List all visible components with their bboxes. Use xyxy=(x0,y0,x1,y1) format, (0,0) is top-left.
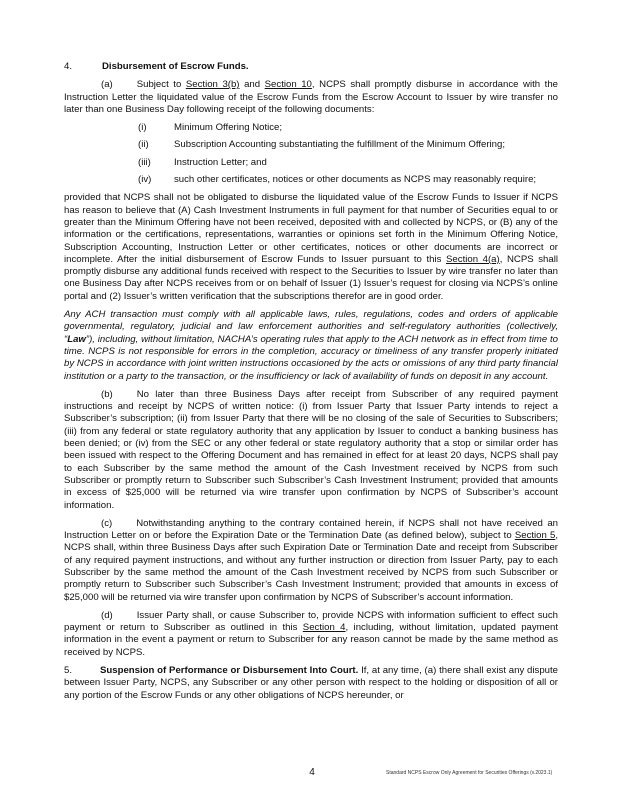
list-item-text: such other certificates, notices or other documents as NCPS may reasonably require; xyxy=(174,174,537,186)
document-page xyxy=(64,61,558,708)
law-defined-term: Law xyxy=(67,333,86,345)
section-5-number: 5. xyxy=(64,665,73,677)
list-item-numeral: (ii) xyxy=(138,139,149,151)
paragraph-4c-text-1: Notwithstanding anything to the contrary contained herein, if NCPS shall not have received an Instruction Letter on or before the Expiration Date or the Termination Date (as defined below), subject to xyxy=(64,517,558,542)
ach-paragraph xyxy=(64,309,558,383)
list-item-text: Subscription Accounting substantiating the fulfillment of the Minimum Offering; xyxy=(174,139,505,151)
paragraph-4a-text-1: Subject to xyxy=(136,79,186,91)
paragraph-4c-label: (c) xyxy=(101,517,113,529)
section-4a-reference: Section 4(a) xyxy=(446,253,500,265)
paragraph-4a-label: (a) xyxy=(101,79,113,91)
section-4-heading xyxy=(64,61,558,73)
paragraph-4a-text-2: and xyxy=(239,79,265,91)
required-documents-list xyxy=(64,122,558,186)
list-item-text: Instruction Letter; and xyxy=(174,156,267,168)
paragraph-4d-text-2: , including, without limitation, updated payment information in the event a payment or return to Subscriber for any reason cannot be made by the same method as received by NCPS. xyxy=(64,622,558,658)
paragraph-4b-label: (b) xyxy=(101,388,113,400)
section-5-paragraph xyxy=(64,665,558,702)
paragraph-4a xyxy=(64,79,558,116)
section-10-reference: Section 10 xyxy=(264,79,312,91)
proviso-text-2: , NCPS shall promptly disburse any additional funds received with respect to the Securities to Issuer by wire transfer no later than one Business Day after NCPS receives from or on behalf of Issuer (1) Issuer’s request for closing via NCPS’s online portal and (2) Issuer’s written verification that the subscriptions therefor are in good order. xyxy=(64,253,558,302)
list-item xyxy=(64,174,558,186)
section-4-title: Disbursement of Escrow Funds. xyxy=(102,61,249,72)
list-item xyxy=(64,157,558,169)
list-item-text: Minimum Offering Notice; xyxy=(174,122,283,134)
paragraph-4d-text-1: Issuer Party shall, or cause Subscriber to, provide NCPS with information sufficient to effect such payment or return to Subscriber as outlined in this xyxy=(64,609,558,634)
paragraph-4c xyxy=(64,518,558,604)
page-number: 4 xyxy=(309,767,315,778)
list-item-numeral: (iii) xyxy=(138,156,151,168)
section-5-reference: Section 5 xyxy=(514,530,556,542)
proviso-text-1: provided that NCPS shall not be obligated to disburse the liquidated value of the Escrow Funds to Issuer if NCPS has reason to believe that (A) Cash Investment Instruments in full payment for that number of Securities equal to or greater than the Minimum Offering have not been received, deposited with and collected by NCPS, or (B) any of the information or the certifications, representations, warranties or opinions set forth in the Minimum Offering Notice, Subscription Accounting, Instruction Letter or other certificates, notices or other documents are incorrect or incomplete. After the initial disbursement of Escrow Funds to Issuer pursuant to this xyxy=(64,192,558,265)
paragraph-4b-text: No later than three Business Days after receipt from Subscriber of any required payment instructions and receipt by NCPS of written notice: (i) from Issuer Party that Issuer Party intends to reject a Subscriber’s subscription; (ii) from Issuer Party that there will be no closing of the sale of Securities to Subscribers; (iii) from any federal or state regulatory authority that any application by Issuer to conduct a banking business has been denied; or (iv) from the SEC or any other federal or state regulatory authority that a stop or similar order has been issued with respect to the Offering Document and has remained in effect for at least 20 days, NCPS shall pay to each Subscriber by the same method the amount of the Cash Investment received by NCPS from such Subscriber or promptly return to Subscriber such Subscriber’s Cash Investment Instrument; provided that amounts in excess of $25,000 will be returned via wire transfer upon confirmation by NCPS of Subscriber’s account information. xyxy=(64,388,558,511)
list-item-numeral: (i) xyxy=(138,122,147,134)
paragraph-4d-label: (d) xyxy=(101,609,113,621)
paragraph-4a-text-3: , NCPS shall promptly disburse in accordance with the Instruction Letter the liquidated value of the Escrow Funds from the Escrow Account to Issuer by wire transfer no later than one Business Day following receipt of the following documents: xyxy=(64,79,558,115)
list-item xyxy=(64,139,558,151)
proviso-paragraph xyxy=(64,192,558,303)
paragraph-4d xyxy=(64,610,558,659)
paragraph-4c-text-2: , NCPS shall, within three Business Days after such Expiration Date or Termination Date and receipt from Subscriber of any required payment instructions, and without any further instruction or direction from Issuer Party, pay to each Subscriber by the same method the amount of the Cash Investment received by NCPS from such Subscriber or promptly return to Subscriber such Subscriber’s Cash Investment Instrument; provided that amounts in excess of $25,000 will be returned via wire transfer upon confirmation by NCPS of Subscriber’s account information. xyxy=(64,530,558,603)
section-5-text: If, at any time, (a) there shall exist any dispute between Issuer Party, NCPS, any Subscriber or any other person with respect to the holding or disposition of all or any portion of the Escrow Funds or any other obligations of NCPS hereunder, or xyxy=(64,665,558,701)
list-item xyxy=(64,122,558,134)
section-5-title: Suspension of Performance or Disbursement Into Court. xyxy=(100,665,359,677)
ach-text-2: ”), including, without limitation, NACHA’s operating rules that apply to the ACH network as in effect from time to time. NCPS is not responsible for errors in the completion, accuracy or timeliness of any transfer properly initiated by NCPS in accordance with joint written instructions occasioned by the acts or omissions of any third party financial institution or a party to the transaction, or the insufficiency or lack of availability of funds on deposit in any account. xyxy=(64,333,558,382)
ach-text-1: Any ACH transaction must comply with all applicable laws, rules, regulations, codes and orders of applicable governmental, regulatory, judicial and law enforcement authorities and self-regulatory authorities (collectively, “ xyxy=(64,309,558,345)
list-item-numeral: (iv) xyxy=(138,174,152,186)
paragraph-4b xyxy=(64,389,558,512)
section-3b-reference: Section 3(b) xyxy=(185,79,240,91)
section-4-number: 4. xyxy=(64,61,73,72)
footer-reference: Standard NCPS Escrow Only Agreement for Securities Offerings (v.2023.1) xyxy=(386,770,553,776)
section-4-reference: Section 4 xyxy=(302,622,346,634)
